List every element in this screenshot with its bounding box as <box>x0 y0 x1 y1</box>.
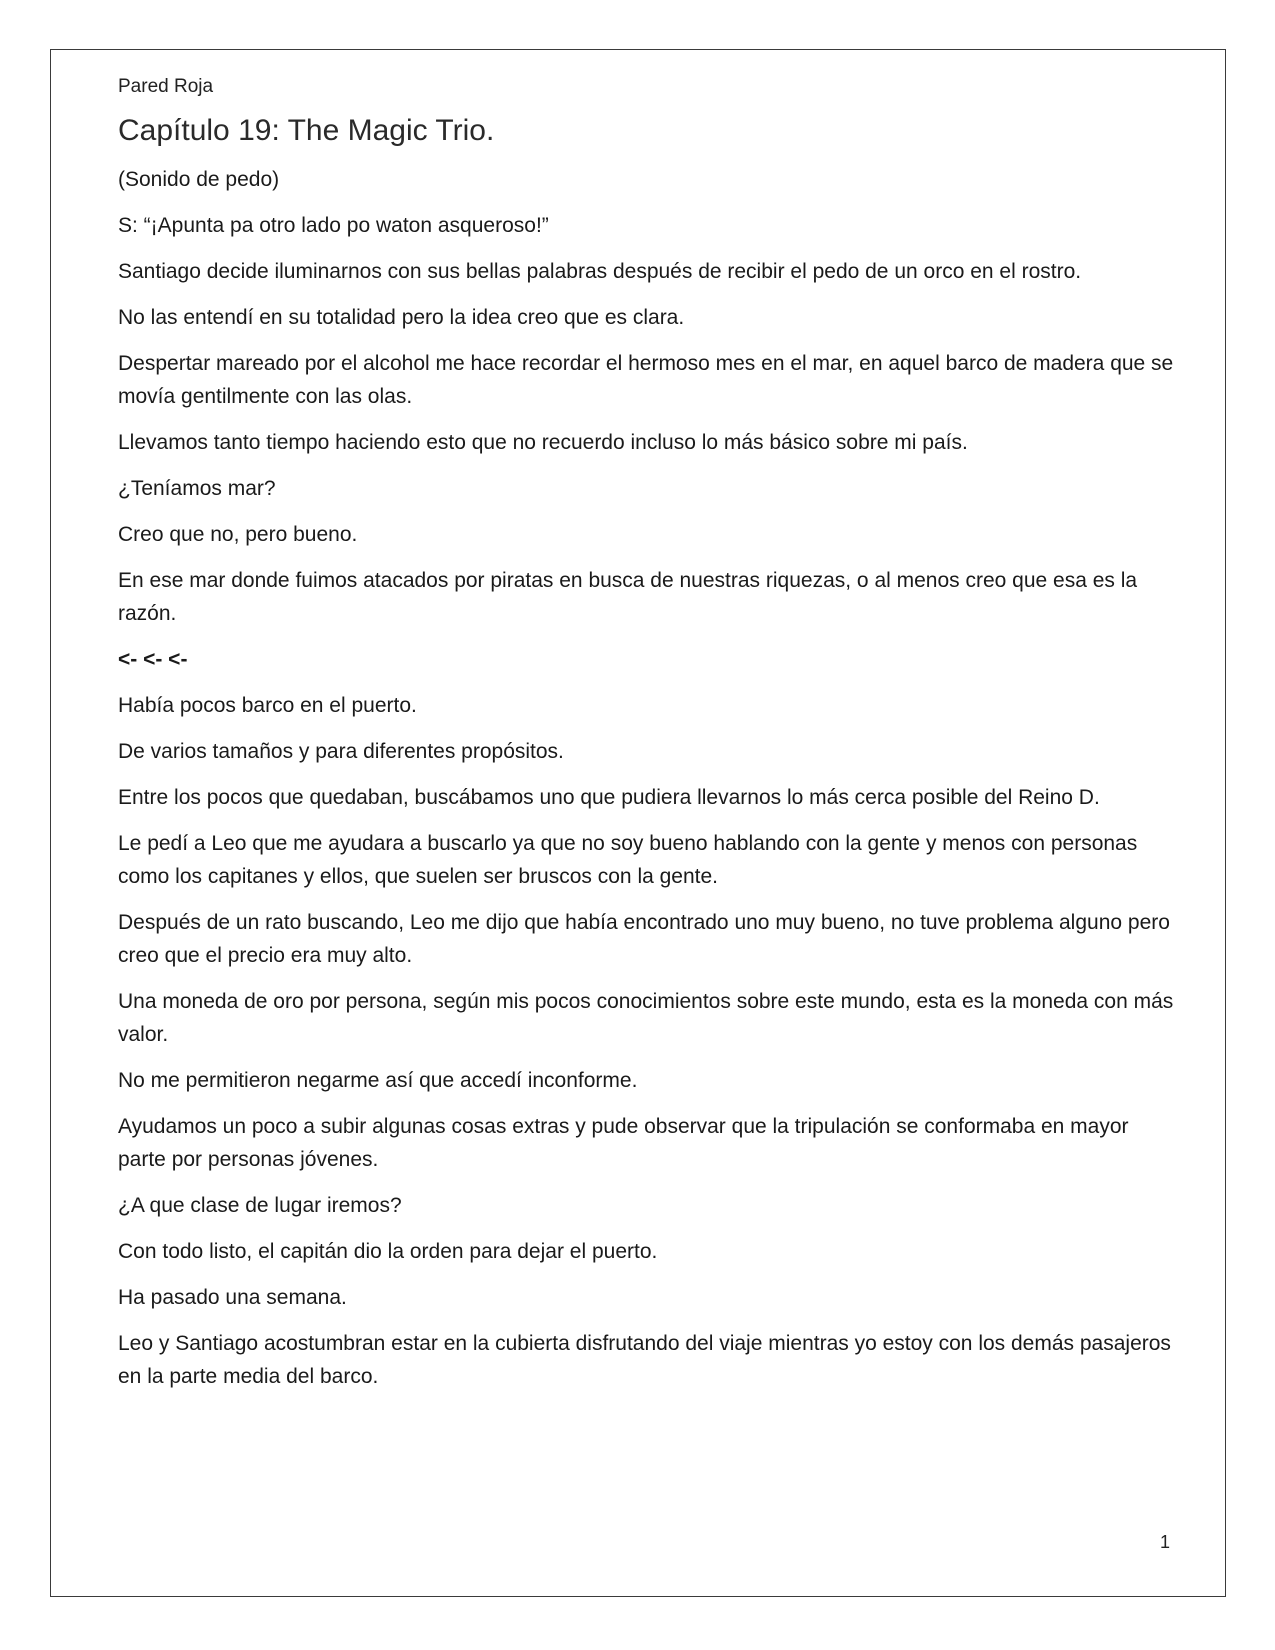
page-number: 1 <box>1159 1532 1170 1552</box>
paragraph: Había pocos barco en el puerto. <box>118 694 417 717</box>
running-header: Pared Roja <box>118 76 214 97</box>
page-content <box>118 74 1178 1406</box>
body-text <box>118 163 1178 1393</box>
paragraph: Despertar mareado por el alcohol me hace recordar el hermoso mes en el mar, en aquel barco de madera que se movía gentilmente con las olas. <box>118 352 1174 408</box>
paragraph: Santiago decide iluminarnos con sus bellas palabras después de recibir el pedo de un orco en el rostro. <box>118 260 1082 283</box>
paragraph: Una moneda de oro por persona, según mis pocos conocimientos sobre este mundo, esta es la moneda con más valor. <box>118 990 1174 1046</box>
paragraph: Ayudamos un poco a subir algunas cosas extras y pude observar que la tripulación se conformaba en mayor parte por personas jóvenes. <box>118 1115 1129 1171</box>
paragraph: (Sonido de pedo) <box>118 168 280 191</box>
paragraph: Entre los pocos que quedaban, buscábamos uno que pudiera llevarnos lo más cerca posible del Reino D. <box>118 786 1100 809</box>
paragraph: Llevamos tanto tiempo haciendo esto que no recuerdo incluso lo más básico sobre mi país. <box>118 431 968 454</box>
paragraph: Creo que no, pero bueno. <box>118 523 358 546</box>
paragraph: S: “¡Apunta pa otro lado po waton asqueroso!” <box>118 214 549 237</box>
paragraph: Leo y Santiago acostumbran estar en la cubierta disfrutando del viaje mientras yo estoy con los demás pasajeros en la parte media del barco. <box>118 1332 1171 1388</box>
paragraph: Después de un rato buscando, Leo me dijo que había encontrado uno muy bueno, no tuve problema alguno pero creo que el precio era muy alto. <box>118 911 1170 967</box>
paragraph: Con todo listo, el capitán dio la orden para dejar el puerto. <box>118 1240 658 1263</box>
scene-break-marker: <- <- <- <box>118 648 188 671</box>
chapter-title: Capítulo 19: The Magic Trio. <box>118 114 495 147</box>
paragraph: Le pedí a Leo que me ayudara a buscarlo ya que no soy bueno hablando con la gente y menos con personas como los capitanes y ellos, que suelen ser bruscos con la gente. <box>118 832 1138 888</box>
paragraph: De varios tamaños y para diferentes propósitos. <box>118 740 564 763</box>
paragraph: ¿A que clase de lugar iremos? <box>118 1194 402 1217</box>
paragraph: En ese mar donde fuimos atacados por piratas en busca de nuestras riquezas, o al menos creo que esa es la razón. <box>118 569 1138 625</box>
paragraph: No me permitieron negarme así que accedí inconforme. <box>118 1069 638 1092</box>
paragraph: No las entendí en su totalidad pero la idea creo que es clara. <box>118 306 685 329</box>
paragraph: Ha pasado una semana. <box>118 1286 347 1309</box>
paragraph: ¿Teníamos mar? <box>118 477 276 500</box>
